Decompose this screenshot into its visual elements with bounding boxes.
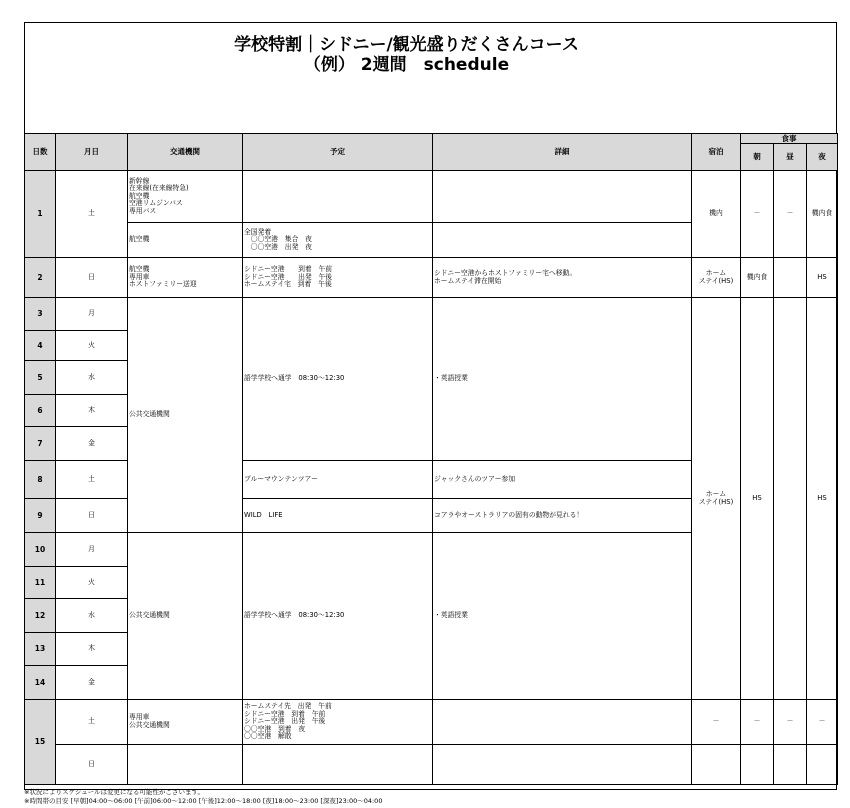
transport-line: 公共交通機関 xyxy=(129,721,170,729)
plan-line: 全国発着 xyxy=(244,227,272,236)
day-date: 金 xyxy=(56,666,128,700)
lunch-cell xyxy=(774,258,807,298)
detail-cell xyxy=(433,700,692,745)
lunch-cell xyxy=(774,745,807,785)
day-date: 水 xyxy=(56,599,128,633)
dinner-cell: － xyxy=(807,700,838,745)
day-number: 8 xyxy=(25,461,56,499)
footnote-line: ※時間帯の目安 [早朝]04:00～06:00 [午前]06:00～12:00 [午後]12:00～18:00 [夜]18:00～23:00 [深夜]23:00～04:00 xyxy=(24,796,383,805)
transport-line: 空港リムジンバス xyxy=(129,199,183,208)
plan-cell xyxy=(243,223,433,258)
transport-line: ホストファミリー送迎 xyxy=(129,280,197,289)
day-date: 土 xyxy=(56,461,128,499)
day-number: 13 xyxy=(25,633,56,666)
plan-line: 〇〇空港 解散 xyxy=(244,732,292,741)
day-date: 木 xyxy=(56,395,128,427)
table-row-day-15 xyxy=(25,700,838,745)
header-plan: 予定 xyxy=(243,134,433,171)
day-number: 5 xyxy=(25,361,56,395)
table-row-day-3 xyxy=(25,298,838,331)
day-date: 日 xyxy=(56,745,128,785)
transport-line: 航空機 xyxy=(129,265,150,274)
schedule-table xyxy=(24,133,838,785)
plan-cell: ブルーマウンテンツアー xyxy=(243,461,433,499)
title-line-2: （例） 2週間 schedule xyxy=(303,55,510,75)
detail-cell xyxy=(433,258,692,298)
transport-cell: 航空機 xyxy=(128,223,243,258)
detail-cell xyxy=(433,745,692,785)
lodging-cell: 機内 xyxy=(692,171,741,258)
plan-line: 〇〇空港 出発 夜 xyxy=(244,242,312,251)
breakfast-cell: － xyxy=(741,700,774,745)
table-row-day-2 xyxy=(25,258,838,298)
plan-line: ホームステイ先 出発 午前 xyxy=(244,702,332,711)
header-lodging: 宿泊 xyxy=(692,134,741,171)
page-title xyxy=(0,35,813,75)
day-date: 火 xyxy=(56,331,128,361)
dinner-cell xyxy=(807,745,838,785)
detail-cell: ジャックさんのツアー参加 xyxy=(433,461,692,499)
transport-cell: 公共交通機関 xyxy=(128,298,243,533)
title-line-1: 学校特割｜シドニー/観光盛りだくさんコース xyxy=(234,35,579,55)
transport-line: 専用車 xyxy=(129,713,150,722)
day-number: 9 xyxy=(25,499,56,533)
breakfast-cell xyxy=(741,745,774,785)
day-date: 土 xyxy=(56,171,128,258)
detail-cell: コアラやオーストラリアの固有の動物が見れる！ xyxy=(433,499,692,533)
transport-cell: 公共交通機関 xyxy=(128,533,243,700)
lunch-cell xyxy=(774,298,807,700)
footnotes xyxy=(24,788,382,805)
detail-cell xyxy=(433,223,692,258)
day-number: 4 xyxy=(25,331,56,361)
plan-cell xyxy=(243,171,433,223)
lodging-cell: － xyxy=(692,700,741,745)
lodging-cell xyxy=(692,745,741,785)
transport-line: 新幹線 xyxy=(129,176,150,185)
day-date: 日 xyxy=(56,499,128,533)
day-number: 10 xyxy=(25,533,56,567)
plan-line: ホームステイ宅 到着 午後 xyxy=(244,280,332,289)
transport-cell xyxy=(128,258,243,298)
header-row xyxy=(25,134,838,144)
detail-cell: ・英語授業 xyxy=(433,298,692,461)
transport-cell xyxy=(128,745,243,785)
day-date: 火 xyxy=(56,567,128,599)
lunch-cell: － xyxy=(774,171,807,258)
day-date: 水 xyxy=(56,361,128,395)
breakfast-cell: 機内食 xyxy=(741,258,774,298)
day-date: 月 xyxy=(56,533,128,567)
transport-line: 航空機 xyxy=(129,191,150,200)
day-date: 日 xyxy=(56,258,128,298)
plan-cell xyxy=(243,700,433,745)
day-date: 金 xyxy=(56,427,128,461)
detail-line: シドニー空港からホストファミリー宅へ移動。 xyxy=(434,268,577,277)
header-dinner: 夜 xyxy=(807,144,838,171)
header-breakfast: 朝 xyxy=(741,144,774,171)
lunch-cell: － xyxy=(774,700,807,745)
lodging-cell: ホーム ステイ(HS) xyxy=(692,298,741,700)
plan-cell: WILD LIFE xyxy=(243,499,433,533)
day-number: 15 xyxy=(25,700,56,785)
header-transport: 交通機関 xyxy=(128,134,243,171)
dinner-cell: HS xyxy=(807,258,838,298)
plan-line: シドニー空港 出発 午後 xyxy=(244,272,333,281)
detail-line: ホームステイ滞在開始 xyxy=(434,276,502,285)
plan-cell xyxy=(243,745,433,785)
plan-line: シドニー空港 出発 午後 xyxy=(244,717,326,726)
day-number: 6 xyxy=(25,395,56,427)
plan-cell: 語学学校へ通学 08:30～12:30 xyxy=(243,533,433,700)
detail-cell: ・英語授業 xyxy=(433,533,692,700)
day-number: 14 xyxy=(25,666,56,700)
day-number: 12 xyxy=(25,599,56,633)
day-number: 1 xyxy=(25,171,56,258)
transport-line: 在来線(在来線特急) xyxy=(129,184,189,193)
day-number: 7 xyxy=(25,427,56,461)
dinner-cell: 機内食 xyxy=(807,171,838,258)
day-date: 土 xyxy=(56,700,128,745)
transport-line: 専用バス xyxy=(129,206,157,215)
day-date: 木 xyxy=(56,633,128,666)
plan-line: シドニー空港 到着 午前 xyxy=(244,709,326,718)
day-number: 3 xyxy=(25,298,56,331)
table-row-day-1 xyxy=(25,171,838,223)
day-date: 月 xyxy=(56,298,128,331)
transport-line: 専用車 xyxy=(129,272,150,281)
lodging-cell: ホーム ステイ(HS) xyxy=(692,258,741,298)
dinner-cell: HS xyxy=(807,298,838,700)
day-number: 2 xyxy=(25,258,56,298)
table-row-day-15b xyxy=(25,745,838,785)
plan-line: シドニー空港 到着 午前 xyxy=(244,265,333,274)
plan-cell xyxy=(243,258,433,298)
header-detail: 詳細 xyxy=(433,134,692,171)
detail-cell xyxy=(433,171,692,223)
transport-cell xyxy=(128,171,243,223)
plan-line: 〇〇空港 集合 夜 xyxy=(244,235,312,244)
breakfast-cell: － xyxy=(741,171,774,258)
plan-line: 〇〇空港 到着 夜 xyxy=(244,724,306,733)
header-date: 月日 xyxy=(56,134,128,171)
header-meals: 食事 xyxy=(741,134,838,144)
header-day-no: 日数 xyxy=(25,134,56,171)
breakfast-cell: HS xyxy=(741,298,774,700)
footnote-line: ※状況によりスケジュールは変更になる可能性がございます。 xyxy=(24,788,205,796)
plan-cell: 語学学校へ通学 08:30～12:30 xyxy=(243,298,433,461)
day-number: 11 xyxy=(25,567,56,599)
transport-cell xyxy=(128,700,243,745)
header-lunch: 昼 xyxy=(774,144,807,171)
